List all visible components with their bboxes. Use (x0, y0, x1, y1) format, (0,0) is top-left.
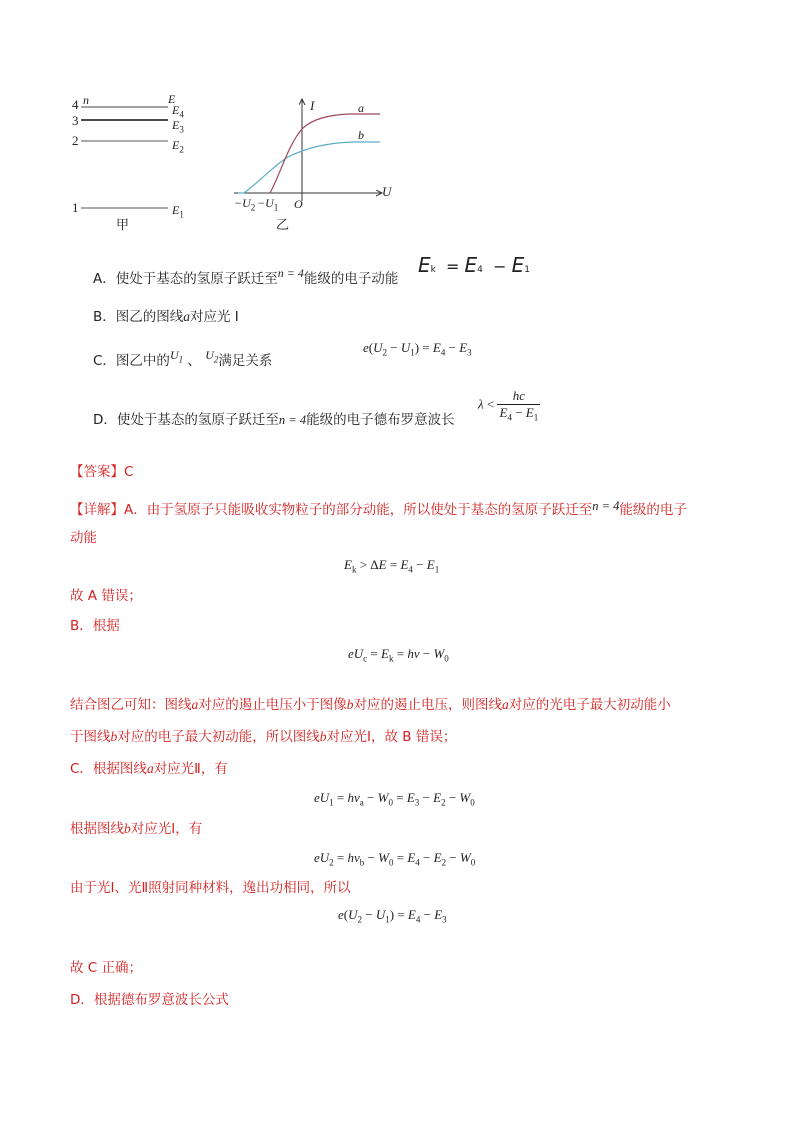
curve-b-label: b (358, 128, 364, 142)
detail-a-conclusion: 故 A 错误； (70, 588, 142, 604)
detail-same-material: 由于光Ⅰ、光Ⅱ照射同种材料，逸出功相同，所以 (70, 880, 351, 896)
caption-yi: 乙 (276, 218, 290, 233)
option-c-formula: $e(U_2 - U_1) = E_4 - E_3$ (363, 340, 472, 358)
level-n-3: 3 (72, 113, 79, 128)
level-e-4: $E_4$ (172, 103, 184, 120)
option-b: B．图乙的图线a对应光 Ⅰ (93, 309, 239, 325)
n-label: n (83, 93, 89, 107)
detail-a-line1: 【详解】A．由于氢原子只能吸收实物粒子的部分动能，所以使处于基态的氢原子跃迁至n = 4能级的电子 (70, 499, 687, 518)
eq-euc: $eU_c = E_k = h\nu - W_0$ (348, 646, 449, 664)
detail-a-line2: 动能 (70, 530, 97, 546)
level-n-4: 4 (72, 97, 79, 112)
curve-a (270, 114, 380, 193)
detail-b-line: B．根据 (70, 618, 120, 634)
eq-eu2: $eU_2 = h\nu_b - W_0 = E_4 - E_2 - W_0$ (314, 850, 476, 868)
level-n-2: 2 (72, 133, 79, 148)
eq-ek-gt-delta: $E_k > \Delta E = E_4 - E_1$ (344, 557, 440, 575)
curve-b (238, 142, 380, 193)
tick-u1: $-U_1$ (257, 196, 279, 213)
origin-label: O (294, 197, 303, 211)
detail-c-line: C．根据图线a对应光Ⅱ，有 (70, 761, 228, 777)
level-n-1: 1 (72, 200, 79, 215)
option-c: C．图乙中的$U_1$ 、 $U_2$满足关系 (93, 348, 273, 369)
level-e-3: $E_3$ (172, 118, 184, 135)
answer-label: 【答案】C (70, 464, 134, 480)
level-e-1: $E_1$ (172, 203, 184, 220)
detail-d-line: D．根据德布罗意波长公式 (70, 992, 229, 1008)
option-a-formula: Ek = E4 − E1 (418, 253, 530, 277)
top-e-label: E (168, 92, 176, 106)
option-d: D．使处于基态的氢原子跃迁至n = 4能级的电子德布罗意波长 (93, 412, 455, 428)
x-axis-label: U (382, 184, 392, 199)
caption-jia: 甲 (116, 218, 130, 233)
tick-u2: $-U_2$ (234, 196, 256, 213)
detail-combine-line2: 于图线b对应的电子最大初动能，所以图线b对应光Ⅰ，故 B 错误； (70, 729, 457, 745)
energy-level-diagram (60, 90, 210, 230)
eq-eu1: $eU_1 = h\nu_a - W_0 = E_3 - E_2 - W_0$ (314, 790, 475, 808)
detail-c-conclusion: 故 C 正确； (70, 960, 143, 976)
detail-combine-line1: 结合图乙可知：图线a对应的遏止电压小于图像b对应的遏止电压，则图线a对应的光电子最大初动能小 (70, 697, 671, 713)
option-d-formula: λ < $\frac{hc}{E_4 - E_1}$ (478, 388, 539, 423)
eq-u2-u1: $e(U_2 - U_1) = E_4 - E_3$ (338, 907, 447, 925)
detail-b-curve-line: 根据图线b对应光Ⅰ，有 (70, 821, 203, 837)
option-a: A．使处于基态的氢原子跃迁至n = 4能级的电子动能 (93, 266, 399, 287)
level-e-2: $E_2$ (172, 138, 184, 155)
curve-a-label: a (358, 101, 364, 115)
y-axis-label: I (310, 98, 315, 113)
